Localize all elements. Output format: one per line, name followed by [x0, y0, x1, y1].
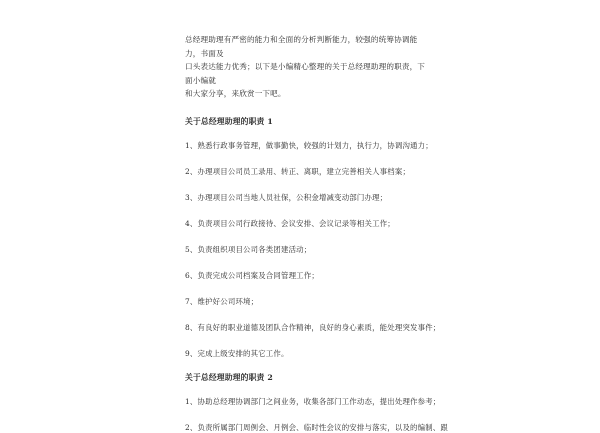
section-1-item: 3、办理项目公司当地人员社保，公积金增减变动部门办理； — [185, 192, 388, 202]
intro-paragraph — [185, 33, 430, 101]
section-1-item: 1、熟悉行政事务管理，做事勤快，较强的计划力，执行力，协调沟通力； — [185, 140, 433, 150]
section-2-item: 2、负责所属部门周例会、月例会、临时性会议的安排与落实，以及的编制、跟 — [185, 422, 448, 432]
section-1-item: 6、负责完成公司档案及合同管理工作； — [185, 270, 319, 280]
section-2-item: 1、协助总经理协调部门之间业务，收集各部门工作动态，提出处理作参考； — [185, 396, 441, 406]
section-1-item: 4、负责项目公司行政接待、会议安排、会议记录等相关工作； — [185, 218, 395, 228]
section-1-item: 9、完成上级安排的其它工作。 — [185, 348, 289, 358]
document-body — [185, 33, 448, 433]
section-1-title: 关于总经理助理的职责 1 — [185, 116, 273, 126]
intro-line: 和大家分享，来欣赏一下吧。 — [185, 89, 286, 98]
intro-line: 口头表达能力优秀；以下是小编精心整理的关于总经理助理的职责，下面小编就 — [185, 62, 426, 85]
section-2-title: 关于总经理助理的职责 2 — [185, 372, 273, 382]
section-1-item: 7、维护好公司环境； — [185, 296, 259, 306]
section-1-item: 8、有良好的职业道德及团队合作精神，良好的身心素质，能处理突发事件； — [185, 322, 441, 332]
intro-line: 总经理助理有严密的能力和全面的分析判断能力，较强的统筹协调能力，书面及 — [185, 35, 418, 58]
section-1-item: 2、办理项目公司员工录用、转正、离职，建立完善相关人事档案； — [185, 166, 411, 176]
section-1-item: 5、负责组织项目公司各类团建活动； — [185, 244, 312, 254]
